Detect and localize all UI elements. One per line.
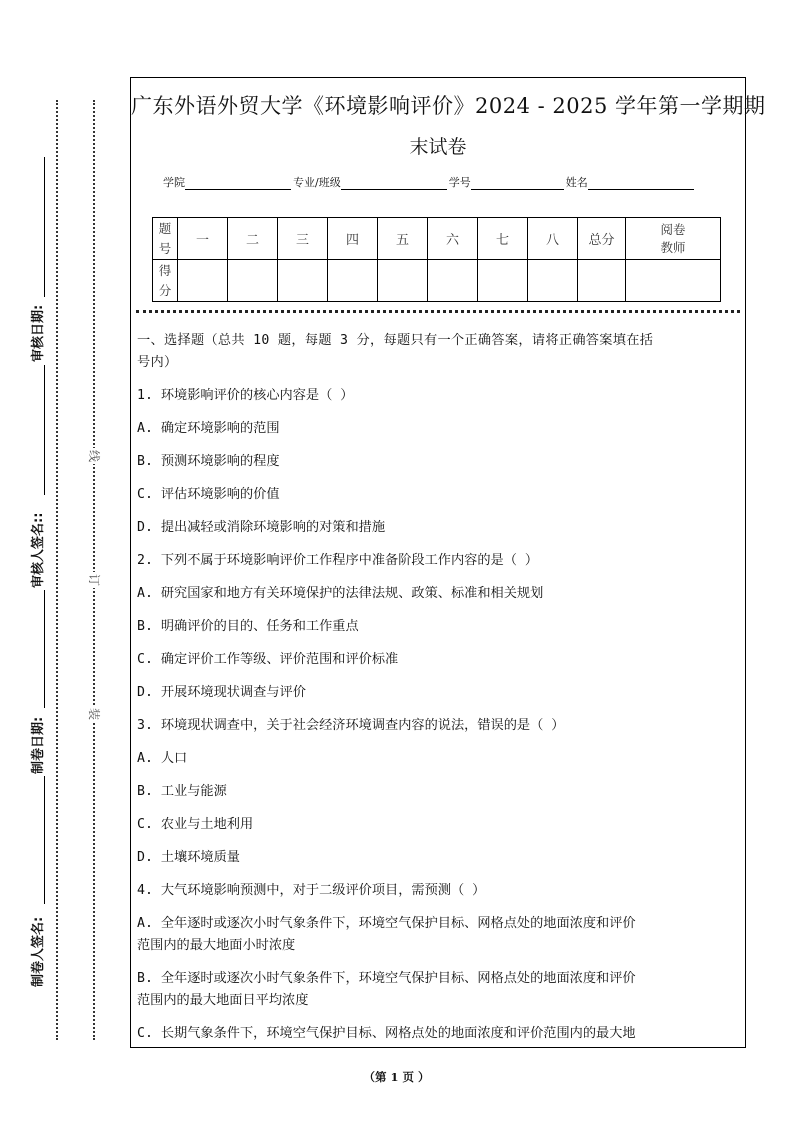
college-label: 学院 <box>163 176 185 189</box>
score-cell-4[interactable] <box>328 260 378 302</box>
binding-word-staple: 装 <box>87 707 101 720</box>
page-number: （第 1 页 ） <box>363 1070 430 1084</box>
col-header-3: 三 <box>278 218 328 260</box>
question-4-option-a: A. 全年逐时或逐次小时气象条件下，环境空气保护目标、网格点处的地面浓度和评价 <box>137 916 636 931</box>
question-2-option-c: C. 确定评价工作等级、评价范围和评价标准 <box>137 652 399 667</box>
binding-dotted-line-inner <box>93 100 95 1040</box>
col-header-8: 八 <box>528 218 578 260</box>
section-heading-cont: 号内） <box>137 355 178 370</box>
question-number-header: 题 号 <box>153 218 178 260</box>
question-2-option-d: D. 开展环境现状调查与评价 <box>137 685 306 700</box>
question-1-stem: 1. 环境影响评价的核心内容是（ ） <box>137 388 354 403</box>
question-2-option-b: B. 明确评价的目的、任务和工作重点 <box>137 619 359 634</box>
question-1-option-b: B. 预测环境影响的程度 <box>137 454 280 469</box>
score-row-header: 得 分 <box>153 260 178 302</box>
col-header-6: 六 <box>428 218 478 260</box>
student-id-label: 学号 <box>448 176 471 189</box>
dotted-separator <box>136 310 740 313</box>
exam-title-line1: 广东外语外贸大学《环境影响评价》2024 - 2025 学年第一学期期 <box>131 94 766 118</box>
score-cell-6[interactable] <box>428 260 478 302</box>
exam-page-frame <box>130 77 766 1048</box>
col-header-4: 四 <box>328 218 378 260</box>
major-class-field[interactable] <box>341 178 447 190</box>
exam-content <box>137 330 741 1045</box>
student-id-field[interactable] <box>471 178 564 190</box>
college-field[interactable] <box>185 178 291 190</box>
major-class-label: 专业/班级 <box>293 176 341 189</box>
question-2-stem: 2. 下列不属于环境影响评价工作程序中准备阶段工作内容的是（ ） <box>137 553 539 568</box>
total-score-header: 总分 <box>578 218 626 260</box>
score-cell-3[interactable] <box>278 260 328 302</box>
score-table <box>152 217 721 302</box>
col-header-7: 七 <box>478 218 528 260</box>
maker-signature-rule <box>44 776 45 904</box>
score-cell-8[interactable] <box>528 260 578 302</box>
question-4-option-b: B. 全年逐时或逐次小时气象条件下，环境空气保护目标、网格点处的地面浓度和评价 <box>137 971 636 986</box>
question-3-option-b: B. 工业与能源 <box>137 784 227 799</box>
exam-title-line2: 末试卷 <box>409 136 467 158</box>
reviewer-signature-label: 审核人签名:: <box>31 512 46 588</box>
binding-word-line: 线 <box>87 449 101 462</box>
review-date-label: 审核日期: <box>31 304 46 362</box>
score-cell-teacher[interactable] <box>626 260 721 302</box>
question-1-option-c: C. 评估环境影响的价值 <box>137 487 280 502</box>
section-heading: 一、选择题（总共 10 题，每题 3 分，每题只有一个正确答案，请将正确答案填在括 <box>137 333 654 348</box>
score-cell-7[interactable] <box>478 260 528 302</box>
reviewer-signature-rule <box>44 365 45 495</box>
question-3-option-c: C. 农业与土地利用 <box>137 817 254 832</box>
binding-word-bind: 订 <box>87 573 101 586</box>
score-cell-5[interactable] <box>378 260 428 302</box>
maker-signature-label: 制卷人签名: <box>31 916 46 987</box>
score-table-score-row <box>153 260 721 302</box>
question-1-option-a: A. 确定环境影响的范围 <box>137 421 280 436</box>
score-cell-1[interactable] <box>178 260 228 302</box>
name-label: 姓名 <box>565 176 588 189</box>
review-date-rule <box>44 157 45 297</box>
question-3-option-a: A. 人口 <box>137 751 188 766</box>
col-header-5: 五 <box>378 218 428 260</box>
score-cell-total[interactable] <box>578 260 626 302</box>
col-header-1: 一 <box>178 218 228 260</box>
score-cell-2[interactable] <box>228 260 278 302</box>
question-4-option-b-cont: 范围内的最大地面日平均浓度 <box>137 993 309 1008</box>
question-3-option-d: D. 土壤环境质量 <box>137 850 240 865</box>
question-4-stem: 4. 大气环境影响预测中，对于二级评价项目，需预测（ ） <box>137 883 486 898</box>
question-4-option-a-cont: 范围内的最大地面小时浓度 <box>137 938 296 953</box>
question-3-stem: 3. 环境现状调查中，关于社会经济环境调查内容的说法，错误的是（ ） <box>137 718 565 733</box>
maker-date-label: 制卷日期: <box>31 716 46 774</box>
binding-dotted-line-outer <box>56 100 58 1040</box>
question-1-option-d: D. 提出减轻或消除环境影响的对策和措施 <box>137 520 386 535</box>
question-4-option-c: C. 长期气象条件下，环境空气保护目标、网格点处的地面浓度和评价范围内的最大地 <box>137 1026 636 1041</box>
grading-teacher-header: 阅卷 教师 <box>626 218 721 260</box>
col-header-2: 二 <box>228 218 278 260</box>
name-field[interactable] <box>588 178 694 190</box>
question-2-option-a: A. 研究国家和地方有关环境保护的法律法规、政策、标准和相关规划 <box>137 586 544 601</box>
maker-date-rule <box>44 590 45 708</box>
score-table-header-row <box>153 218 721 260</box>
student-info-row <box>163 174 696 190</box>
